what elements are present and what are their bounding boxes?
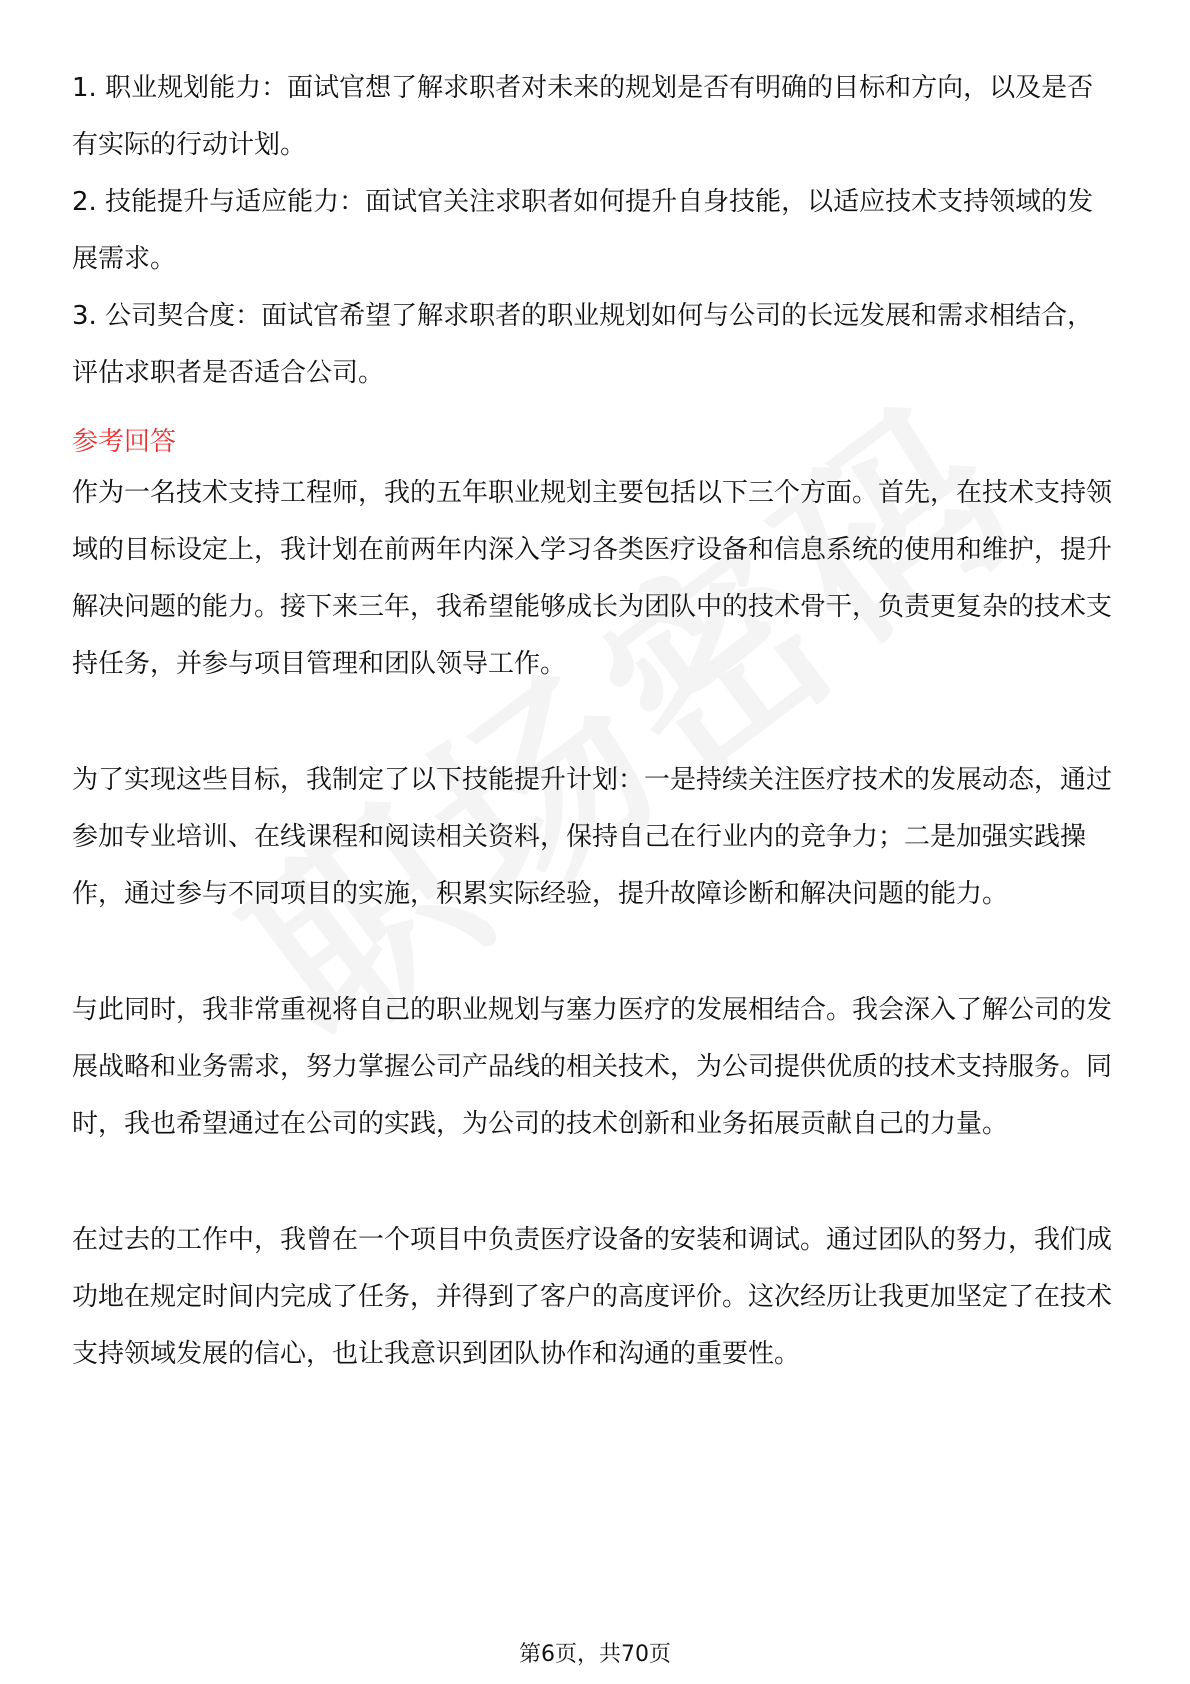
- criteria-item: 3. 公司契合度：面试官希望了解求职者的职业规划如何与公司的长远发展和需求相结合，评估求职者是否适合公司。: [72, 301, 1094, 388]
- answer-heading: 参考回答: [72, 427, 177, 457]
- answer-paragraph: 与此同时，我非常重视将自己的职业规划与塞力医疗的发展相结合。我会深入了解公司的发展战略和业务需求，努力掌握公司产品线的相关技术，为公司提供优质的技术支持服务。同时，我也希望通过在公司的实践，为公司的技术创新和业务拓展贡献自己的力量。: [72, 995, 1113, 1139]
- answer-paragraph: 为了实现这些目标，我制定了以下技能提升计划：一是持续关注医疗技术的发展动态，通过参加专业培训、在线课程和阅读相关资料，保持自己在行业内的竞争力；二是加强实践操作，通过参与不同项目的实施，积累实际经验，提升故障诊断和解决问题的能力。: [72, 765, 1113, 909]
- answer-paragraph: 在过去的工作中，我曾在一个项目中负责医疗设备的安装和调试。通过团队的努力，我们成功地在规定时间内完成了任务，并得到了客户的高度评价。这次经历让我更加坚定了在技术支持领域发展的信心，也让我意识到团队协作和沟通的重要性。: [72, 1225, 1113, 1369]
- answer-paragraph: 作为一名技术支持工程师，我的五年职业规划主要包括以下三个方面。首先，在技术支持领域的目标设定上，我计划在前两年内深入学习各类医疗设备和信息系统的使用和维护，提升解决问题的能力。接下来三年，我希望能够成长为团队中的技术骨干，负责更复杂的技术支持任务，并参与项目管理和团队领导工作。: [72, 478, 1113, 679]
- page-number: 第6页，共70页: [519, 1642, 671, 1667]
- criteria-item: 1. 职业规划能力：面试官想了解求职者对未来的规划是否有明确的目标和方向，以及是否有实际的行动计划。: [72, 73, 1094, 160]
- criteria-list: [72, 60, 1118, 402]
- criteria-item: 2. 技能提升与适应能力：面试官关注求职者如何提升自身技能，以适应技术支持领域的发展需求。: [72, 187, 1094, 274]
- document-body: [72, 60, 1118, 1383]
- answer-section: [72, 465, 1118, 1383]
